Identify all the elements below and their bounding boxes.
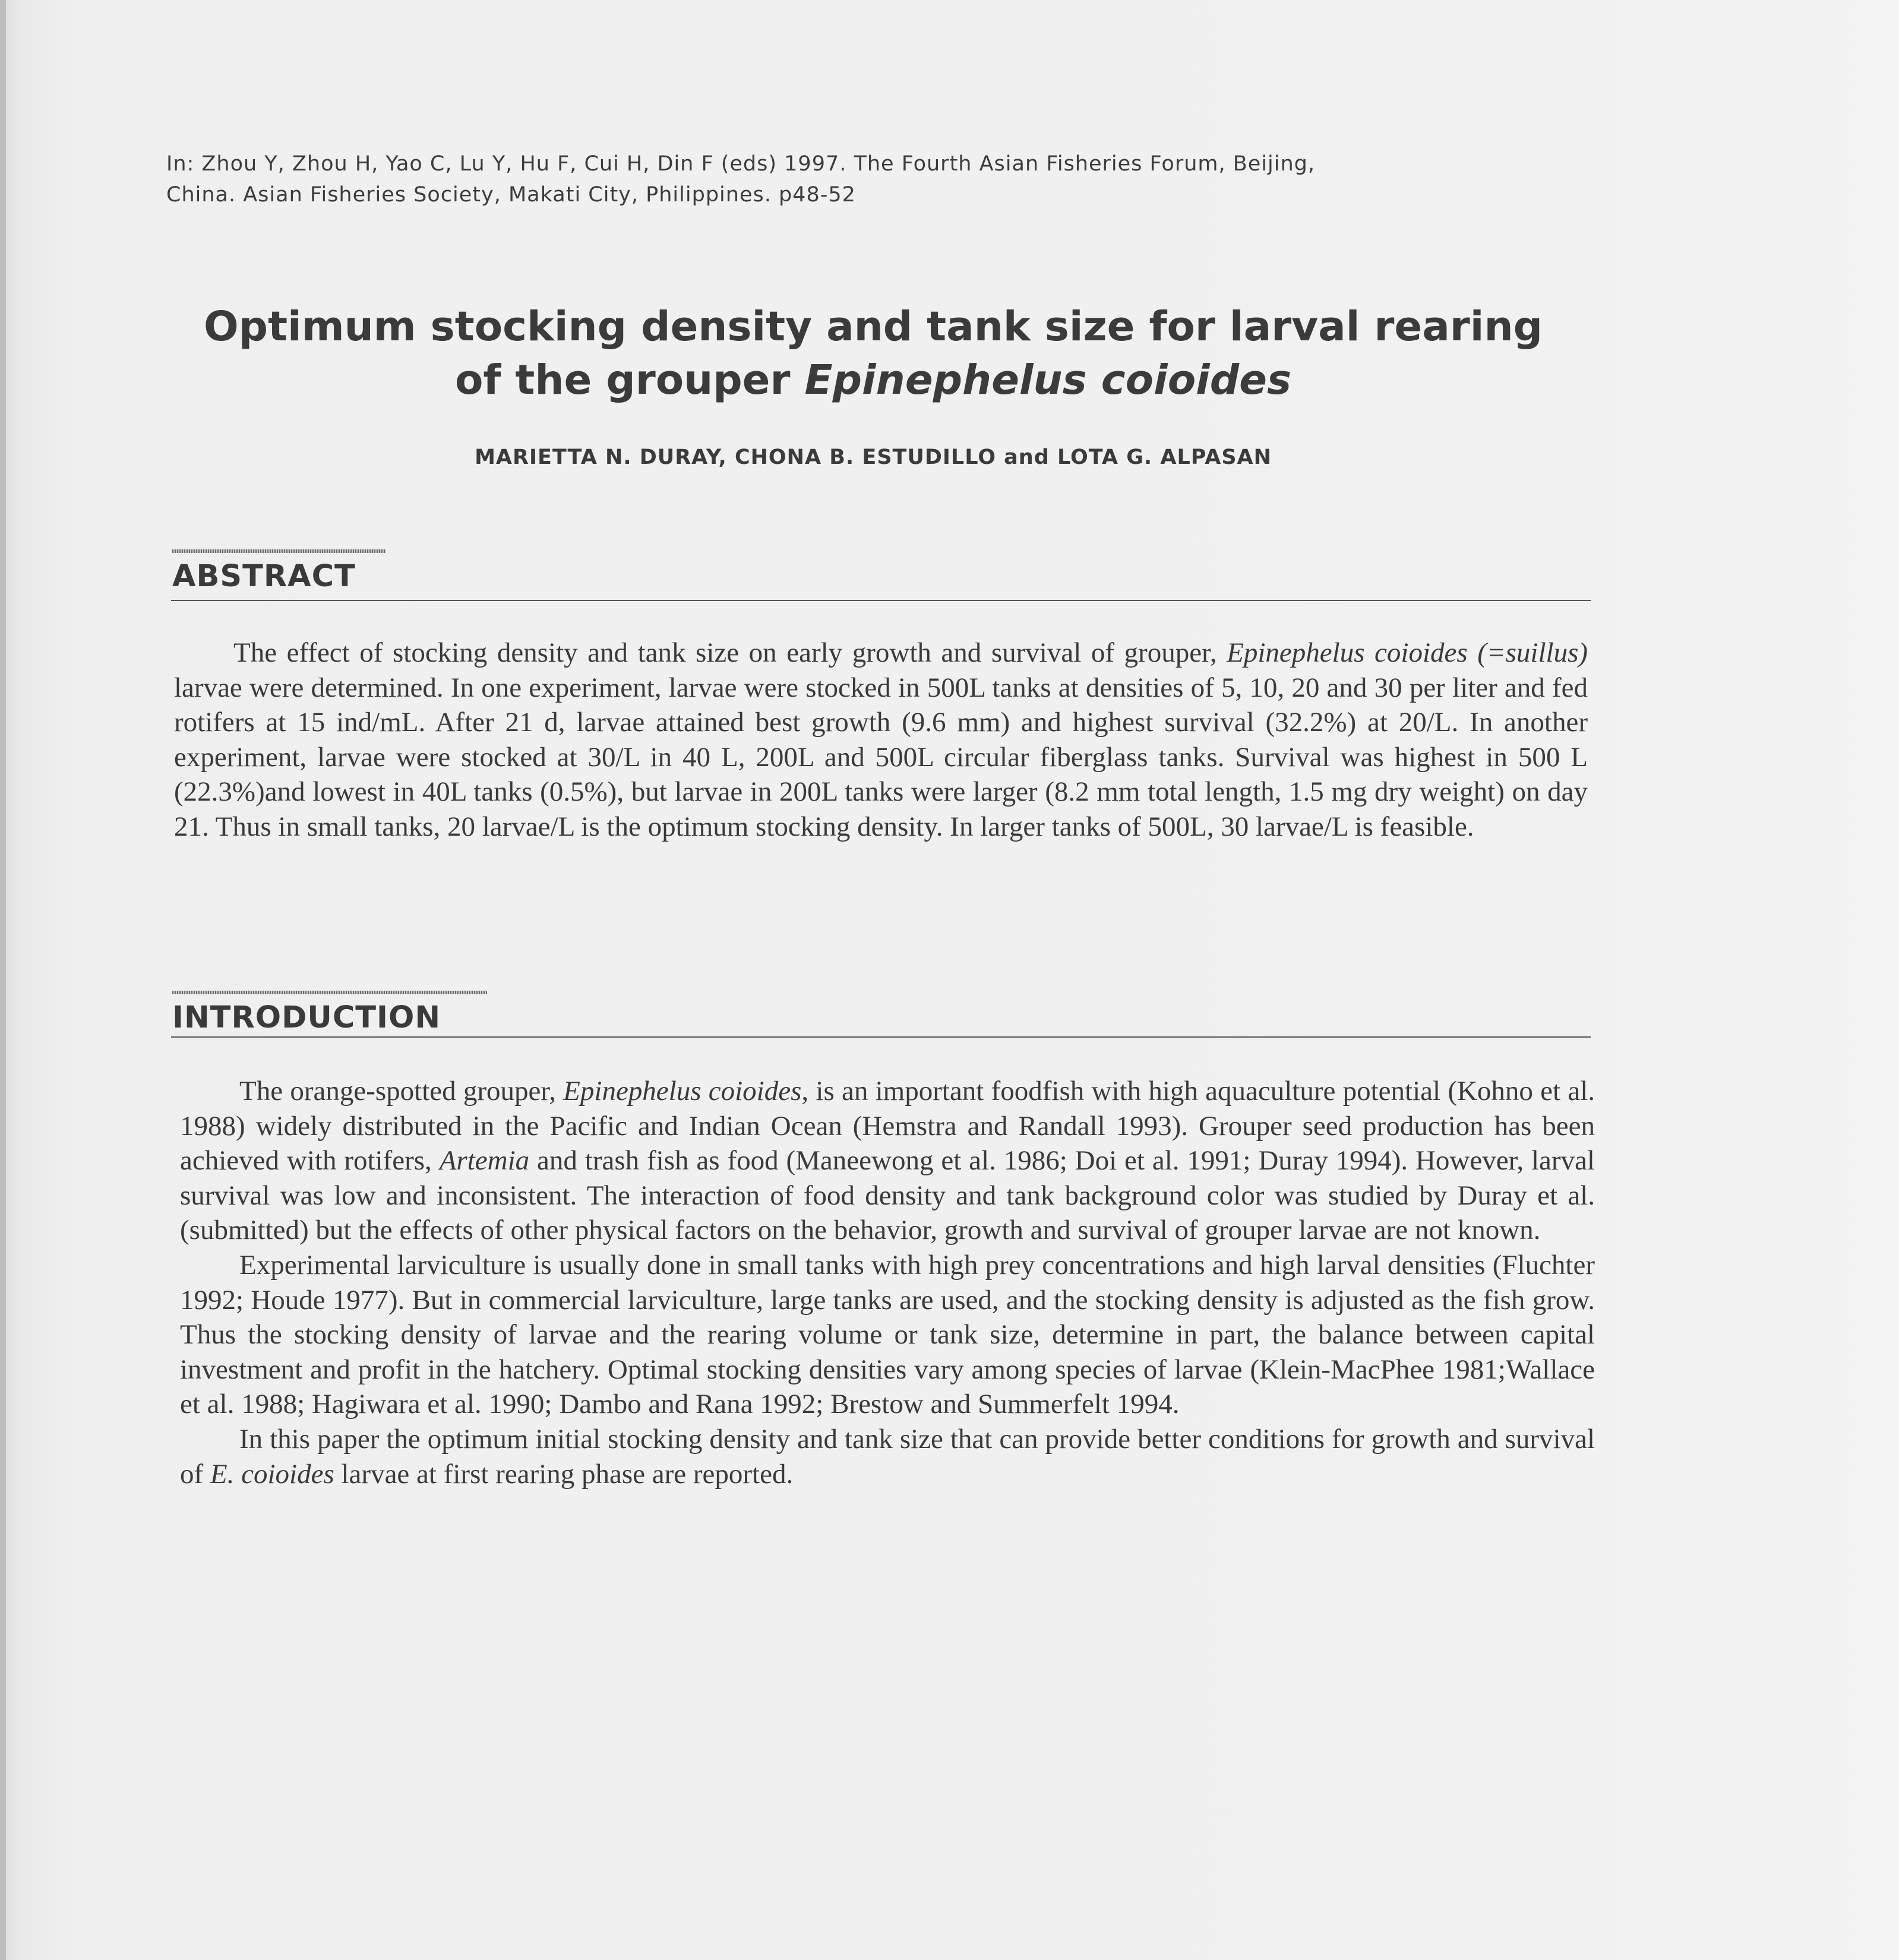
introduction-paragraph-2: Experimental larviculture is usually done in small tanks with high prey concentrations and high larval densities (Fluchter 1992; Houde 1977). But in commercial larviculture, large tanks are used, and the stocking density is adjusted as the fish grow. Thus the stocking density of larvae and the rearing volume or tank size, determine in part, the balance between capital investment and profit in the hatchery. Optimal stocking densities vary among species of larvae (Klein-MacPhee 1981;Wallace et al. 1988; Hagiwara et al. 1990; Dambo and Rana 1992; Brestow and Summerfelt 1994. [180,1249,1595,1420]
title-line-2 [166,353,1580,407]
introduction-heading-bar [172,991,487,994]
introduction-heading-label: INTRODUCTION [172,1000,441,1035]
intro-p1-rest: and trash fish as food (Maneewong et al. 1986; Doi et al. 1991; Duray 1994). However, larval survival was low and inconsistent. The interaction of food density and tank background color was studied by Duray et al. (submitted) but the effects of other physical factors on the behavior, growth and survival of grouper larvae are not known. [180,1145,1595,1246]
intro-p1-artemia: Artemia [439,1145,530,1177]
title-line-1: Optimum stocking density and tank size for larval rearing [204,303,1543,350]
abstract-paragraph [174,636,1588,845]
abstract-heading-bar [172,549,386,553]
abstract-body [174,636,1588,845]
citation-line-1: In: Zhou Y, Zhou H, Yao C, Lu Y, Hu F, Cui H, Din F (eds) 1997. The Fourth Asian Fisheries Forum, Beijing, [166,152,1315,176]
introduction-rule [171,1036,1591,1038]
intro-p1-species: Epinephelus coioides [563,1076,802,1107]
title-line-2-prefix: of the grouper [454,356,805,404]
paper-title [166,300,1580,407]
introduction-heading [172,991,487,1035]
abstract-species: Epinephelus coioides [1227,637,1468,668]
intro-p3-lead: In this paper the optimum initial stocking density and tank size that can provide better conditions for growth and survival of [180,1423,1595,1490]
abstract-heading-label: ABSTRACT [172,559,356,594]
introduction-paragraph-3 [180,1422,1595,1491]
intro-p3-species: E. coioides [210,1458,334,1490]
citation [166,148,1544,210]
author-list: MARIETTA N. DURAY, CHONA B. ESTUDILLO and LOTA G. ALPASAN [475,445,1272,469]
abstract-heading [172,549,386,594]
abstract-text-rest: larvae were determined. In one experiment, larvae were stocked in 500L tanks at densities of 5, 10, 20 and 30 per liter and fed rotifers at 15 ind/mL. After 21 d, larvae attained best growth (9.6 mm) and highest survival (32.2%) at 20/L. In another experiment, larvae were stocked at 30/L in 40 L, 200L and 500L circular fiberglass tanks. Survival was highest in 500 L (22.3%)and lowest in 40L tanks (0.5%), but larvae in 200L tanks were larger (8.2 mm total length, 1.5 mg dry weight) on day 21. Thus in small tanks, 20 larvae/L is the optimum stocking density. In larger tanks of 500L, 30 larvae/L is feasible. [174,672,1588,842]
title-species: Epinephelus coioides [804,356,1292,404]
intro-p1-lead: The orange-spotted grouper, [239,1076,556,1107]
abstract-rule [171,600,1591,601]
abstract-text-lead: The effect of stocking density and tank size on early growth and survival of grouper, [233,637,1217,668]
abstract-synonym: (=suillus) [1477,637,1588,668]
citation-line-2: China. Asian Fisheries Society, Makati City, Philippines. p48-52 [166,183,856,207]
intro-p1-mid: , is an important foodfish with high aquaculture potential (Kohno et al. 1988) widely distributed in the Pacific and Indian Ocean (Hemstra and Randall 1993). Grouper seed production has been achieved with rotifers, [180,1076,1595,1177]
introduction-body [180,1074,1595,1491]
introduction-paragraph-1 [180,1074,1595,1248]
page-edge-shadow [0,0,6,1960]
intro-p3-rest: larvae at first rearing phase are reported. [341,1458,794,1490]
